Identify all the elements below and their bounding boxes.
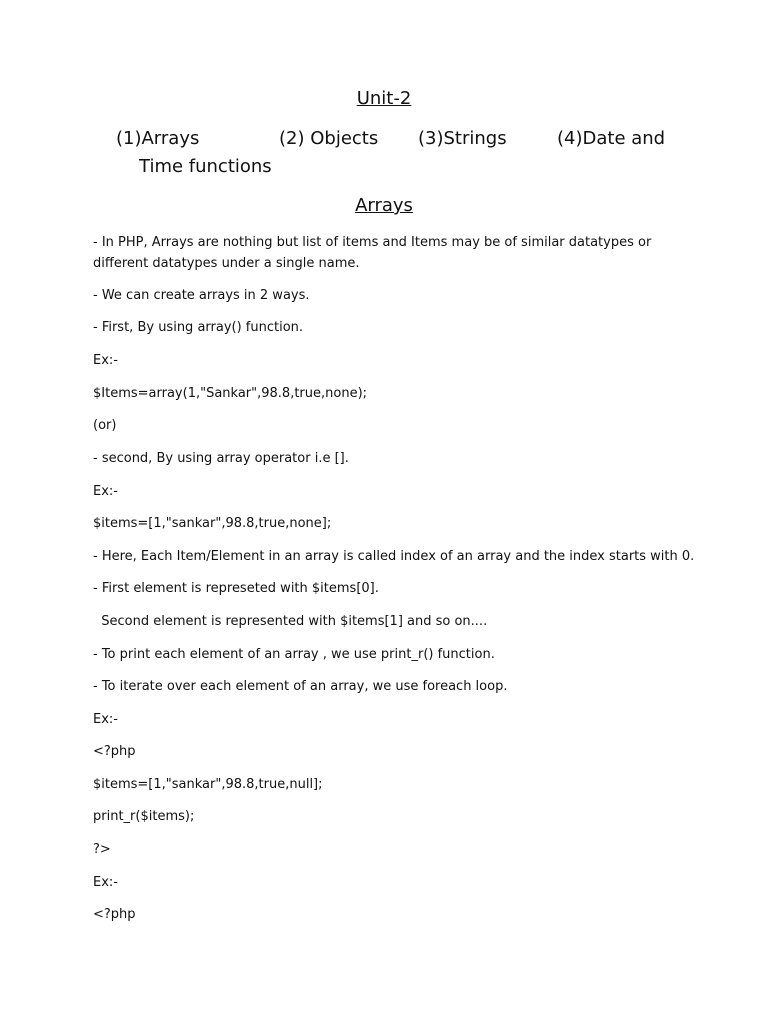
text-line: Ex:- [93, 875, 118, 890]
topic-objects: (2) Objects [279, 128, 379, 149]
code-line: <?php [93, 907, 136, 922]
section-title: Arrays [355, 195, 413, 216]
topic-arrays: (1)Arrays [116, 128, 200, 149]
code-line: $Items=array(1,"Sankar",98.8,true,none); [93, 386, 368, 401]
text-line: Ex:- [93, 353, 118, 368]
text-line: - Here, Each Item/Element in an array is called index of an array and the index starts with 0. [93, 549, 695, 564]
topic-date-time-continued: Time functions [139, 156, 272, 177]
text-line: - First, By using array() function. [93, 320, 304, 335]
text-line: Ex:- [93, 484, 118, 499]
text-line: (or) [93, 418, 117, 433]
text-line: - To iterate over each element of an array, we use foreach loop. [93, 679, 508, 694]
code-line: $items=[1,"sankar",98.8,true,null]; [93, 777, 323, 792]
text-line: different datatypes under a single name. [93, 256, 360, 271]
text-line: - First element is represeted with $items[0]. [93, 581, 379, 596]
code-line: print_r($items); [93, 809, 195, 824]
text-line: - second, By using array operator i.e []. [93, 451, 349, 466]
code-line: $items=[1,"sankar",98.8,true,none]; [93, 516, 332, 531]
code-line: <?php [93, 744, 136, 759]
text-line: Second element is represented with $items[1] and so on.... [93, 614, 488, 629]
code-line: ?> [93, 842, 111, 857]
text-line: - In PHP, Arrays are nothing but list of items and Items may be of similar datatypes or [93, 235, 652, 250]
topic-date-time: (4)Date and [557, 128, 666, 149]
text-line: - We can create arrays in 2 ways. [93, 288, 310, 303]
text-line: Ex:- [93, 712, 118, 727]
topic-strings: (3)Strings [418, 128, 507, 149]
unit-title: Unit-2 [356, 88, 412, 109]
text-line: - To print each element of an array , we use print_r() function. [93, 647, 495, 662]
